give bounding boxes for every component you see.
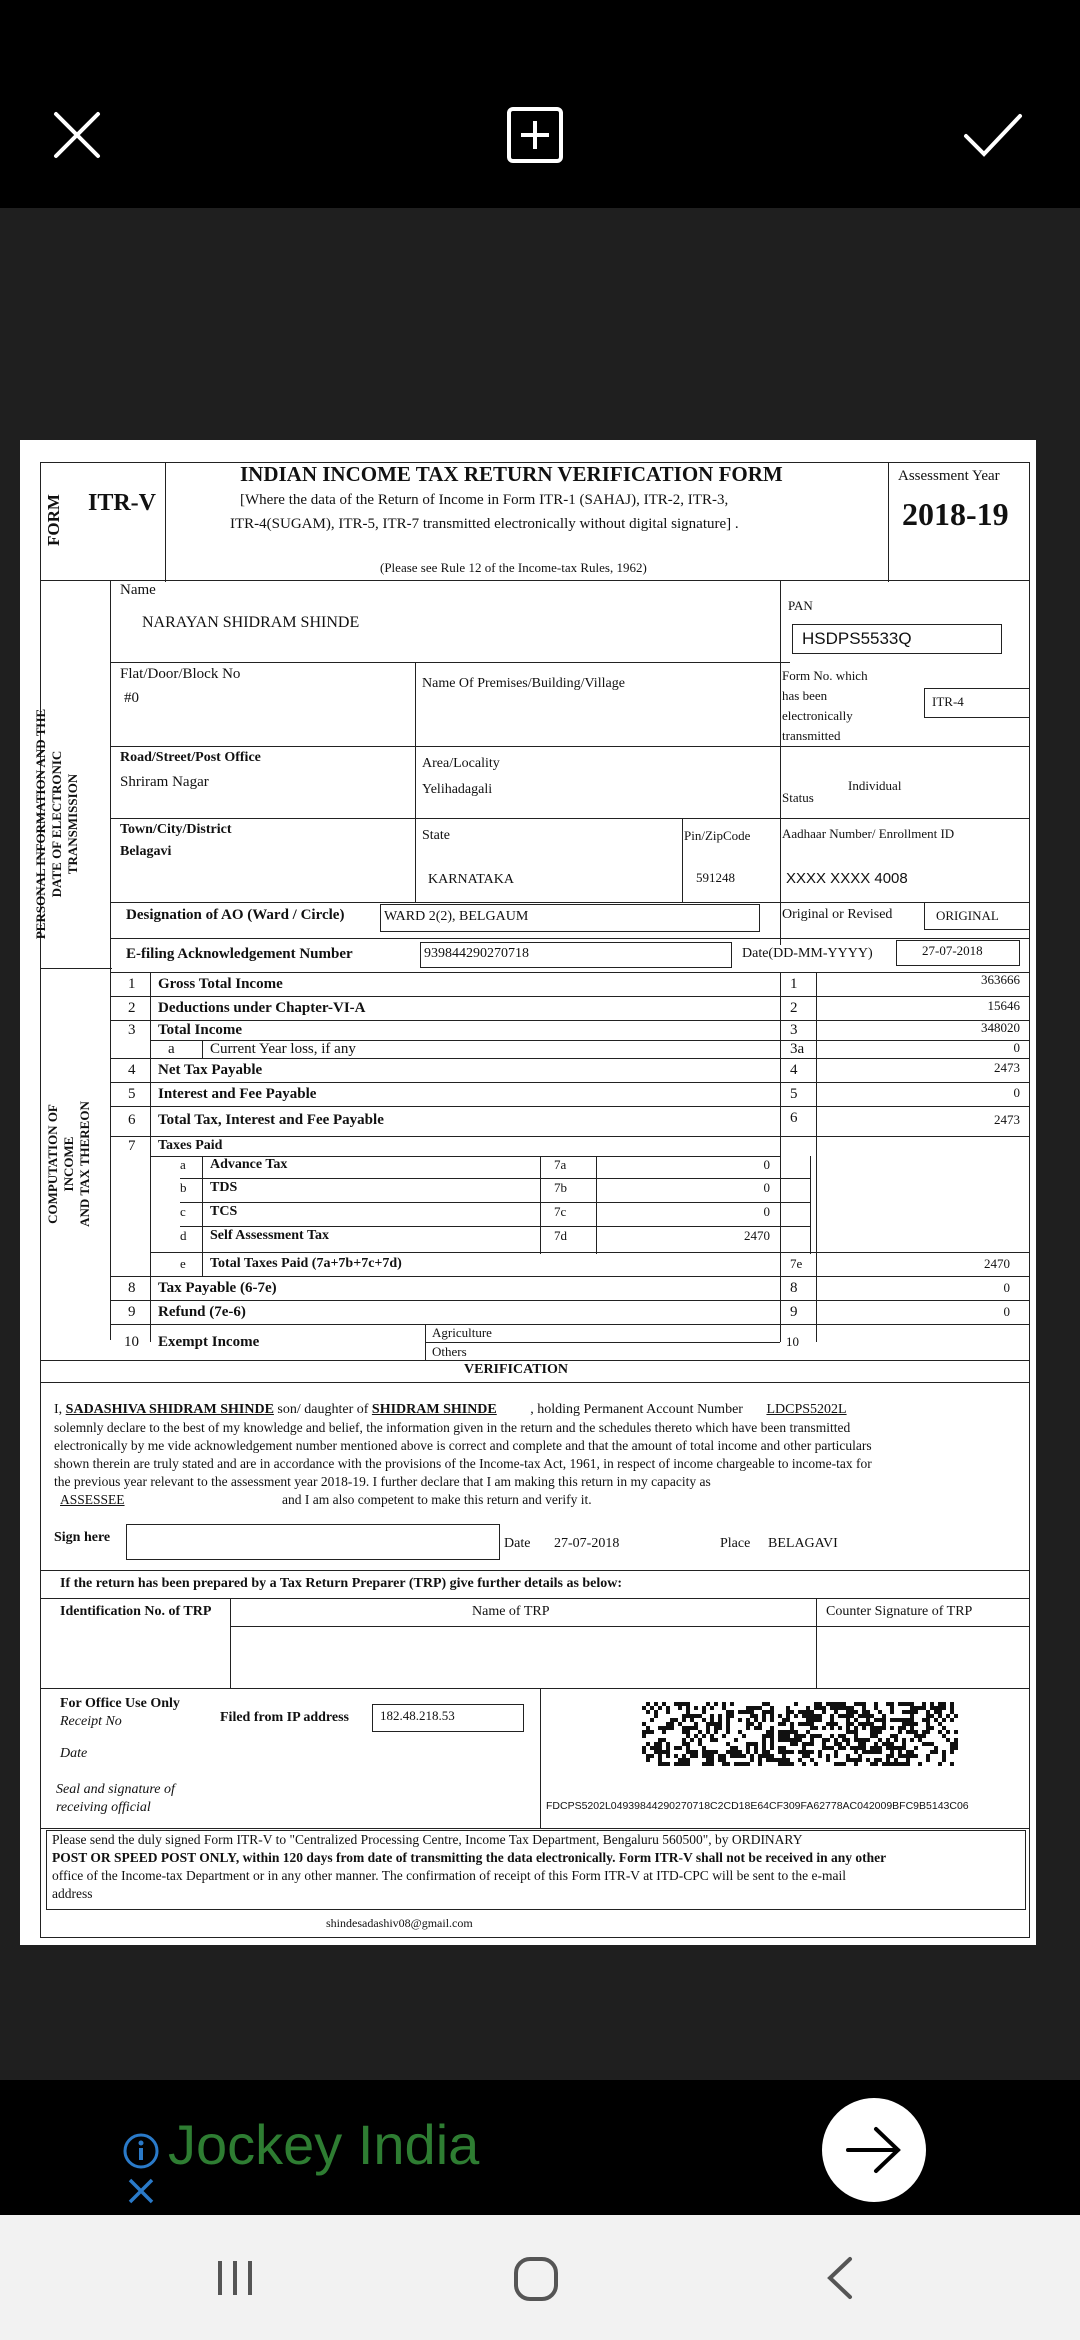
taxes-paid-total-value: 2470 bbox=[984, 1256, 1010, 1271]
footer-line-3: office of the Income-tax Department or in any other manner. The confirmation of receipt of this Form ITR-V at ITD-CPC will be sent to the e-mail bbox=[52, 1868, 847, 1883]
town-label: Town/City/District bbox=[120, 822, 232, 837]
aadhaar-label: Aadhaar Number/ Enrollment ID bbox=[782, 826, 955, 841]
area-value: Yelihadagali bbox=[422, 782, 493, 797]
side-label-personal-1: PERSONAL INFORMATION AND THE bbox=[33, 708, 48, 940]
taxes-paid-sub: d bbox=[180, 1228, 187, 1243]
taxes-paid-sub: b bbox=[180, 1180, 187, 1195]
ver-father: SHIDRAM SHINDE bbox=[371, 1402, 497, 1417]
form-title: INDIAN INCOME TAX RETURN VERIFICATION FORM bbox=[240, 462, 783, 486]
form-code: ITR-V bbox=[88, 490, 157, 516]
side-label-computation-1: COMPUTATION OF INCOME bbox=[45, 1104, 76, 1224]
taxes-paid-value: 2470 bbox=[744, 1228, 770, 1243]
comp-row-value: 0 bbox=[1013, 1085, 1020, 1100]
row-rule-2 bbox=[110, 746, 1030, 747]
comp-row-no: 3 bbox=[128, 1022, 136, 1038]
verification-line-6: and I am also competent to make this return and verify it. bbox=[282, 1492, 592, 1507]
footer-line-4: address bbox=[52, 1886, 93, 1901]
flat-value: #0 bbox=[124, 690, 139, 706]
verification-rule bbox=[40, 1382, 1030, 1383]
comp-row-label: Net Tax Payable bbox=[158, 1062, 263, 1078]
comp-row-label: Current Year loss, if any bbox=[210, 1041, 356, 1057]
side-section-rule bbox=[40, 968, 112, 969]
comp-row-no: 4 bbox=[128, 1062, 136, 1078]
office-rule-top bbox=[40, 1688, 1030, 1689]
comp-row-no: a bbox=[168, 1041, 175, 1057]
comp-rule bbox=[110, 1136, 1030, 1137]
aadhaar-value: XXXX XXXX 4008 bbox=[786, 870, 908, 887]
exempt-mid-rule bbox=[425, 1342, 780, 1343]
row-rule-1 bbox=[110, 662, 790, 663]
name-label: Name bbox=[120, 582, 156, 598]
back-icon[interactable] bbox=[818, 2255, 864, 2301]
taxes-paid-value: 0 bbox=[763, 1180, 770, 1195]
pin-value: 591248 bbox=[696, 870, 735, 885]
seal-label-1: Seal and signature of bbox=[56, 1782, 175, 1797]
form-side-label: FORM bbox=[43, 494, 63, 546]
ver-prefix: I, bbox=[54, 1402, 63, 1417]
assessment-year-label: Assessment Year bbox=[898, 468, 1000, 484]
barcode-text: FDCPS5202L04939844290270718C2CD18E64CF309FA62778AC042009BFC9B5143C06 bbox=[546, 1800, 969, 1812]
ver-relation: son/ daughter of bbox=[277, 1402, 369, 1417]
taxes-paid-label: Self Assessment Tax bbox=[210, 1228, 330, 1243]
trp-note: If the return has been prepared by a Tax Return Preparer (TRP) give further details as below: bbox=[60, 1576, 623, 1591]
state-value: KARNATAKA bbox=[428, 872, 514, 887]
comp-rule bbox=[110, 1324, 1030, 1325]
exempt-others-label: Others bbox=[432, 1344, 467, 1359]
comp-row-code: 3a bbox=[790, 1041, 805, 1057]
col-divider-mid bbox=[415, 662, 416, 902]
ad-banner[interactable] bbox=[0, 2080, 1080, 2215]
sign-label: Sign here bbox=[54, 1530, 111, 1545]
row-rule-3 bbox=[110, 818, 1030, 819]
comp-row-label: Refund (7e-6) bbox=[158, 1304, 246, 1320]
taxes-paid-sub: c bbox=[180, 1204, 186, 1219]
comp-rule bbox=[110, 1082, 1030, 1083]
form-subtitle-1: [Where the data of the Return of Income in Form ITR-1 (SAHAJ), ITR-2, ITR-3, bbox=[240, 492, 729, 508]
comp-sub-divider bbox=[202, 1040, 203, 1058]
taxes-paid-total-sub: e bbox=[180, 1256, 186, 1271]
taxes-paid-sub: a bbox=[180, 1157, 186, 1172]
sub-rule bbox=[180, 1202, 810, 1203]
comp-row-value: 363666 bbox=[981, 972, 1020, 987]
header-rule bbox=[40, 580, 1030, 581]
comp-row-value: 0 bbox=[1003, 1280, 1010, 1295]
footer-email: shindesadashiv08@gmail.com bbox=[326, 1916, 473, 1930]
row-rule-4 bbox=[110, 902, 1030, 903]
sub-rule bbox=[180, 1178, 810, 1179]
comp-row-value: 0 bbox=[1013, 1040, 1020, 1055]
row-rule-6 bbox=[110, 972, 1030, 973]
office-divider bbox=[540, 1688, 541, 1828]
ver-pan-text: , holding Permanent Account Number bbox=[530, 1402, 743, 1417]
barcode-image bbox=[642, 1702, 958, 1766]
exempt-agri-label: Agriculture bbox=[432, 1325, 492, 1340]
comp-row-label: Taxes Paid bbox=[158, 1138, 223, 1153]
premises-label: Name Of Premises/Building/Village bbox=[422, 676, 625, 691]
trp-col-1 bbox=[230, 1598, 231, 1688]
side-label-computation-2: AND TAX THEREON bbox=[77, 1101, 92, 1227]
formno-label-1: Form No. which bbox=[782, 668, 868, 683]
comp-row-code: 10 bbox=[786, 1334, 799, 1349]
side-label-personal-3: TRANSMISSION bbox=[65, 773, 80, 875]
state-label: State bbox=[422, 828, 450, 843]
taxes-paid-code: 7d bbox=[554, 1228, 567, 1243]
town-value: Belagavi bbox=[120, 844, 172, 859]
taxes-paid-code: 7a bbox=[554, 1157, 567, 1172]
filed-ip-value: 182.48.218.53 bbox=[380, 1708, 455, 1723]
comp-row-no: 10 bbox=[124, 1334, 139, 1350]
header-divider-right bbox=[888, 462, 889, 582]
comp-col-no bbox=[150, 972, 151, 1342]
top-toolbar bbox=[0, 0, 1080, 208]
comp-row-no: 9 bbox=[128, 1304, 136, 1320]
taxes-paid-code: 7c bbox=[554, 1204, 567, 1219]
comp-col-code-right bbox=[816, 972, 817, 1342]
footer-line-1: Please send the duly signed Form ITR-V to "Centralized Processing Centre, Income Tax Department, Bengaluru 560500", by ORDINARY bbox=[52, 1832, 803, 1847]
seal-label-2: receiving official bbox=[56, 1800, 151, 1815]
home-icon[interactable] bbox=[510, 2253, 562, 2305]
status-label: Status bbox=[782, 790, 814, 805]
info-icon[interactable] bbox=[122, 2132, 160, 2170]
comp-rule bbox=[110, 996, 1030, 997]
comp-row-no: 8 bbox=[128, 1280, 136, 1296]
comp-row-label: Interest and Fee Payable bbox=[158, 1086, 317, 1102]
orig-value: ORIGINAL bbox=[936, 908, 999, 923]
pan-value: HSDPS5533Q bbox=[802, 629, 912, 648]
comp-bottom-rule bbox=[40, 1360, 1030, 1361]
ver-capacity: ASSESSEE bbox=[60, 1492, 125, 1507]
comp-row-value: 348020 bbox=[981, 1020, 1020, 1035]
side-divider bbox=[110, 580, 111, 1340]
filed-ip-label: Filed from IP address bbox=[220, 1710, 349, 1725]
recents-icon[interactable] bbox=[212, 2255, 258, 2301]
trp-col-2 bbox=[816, 1598, 817, 1688]
verify-date-value: 27-07-2018 bbox=[554, 1536, 620, 1551]
add-icon[interactable] bbox=[500, 100, 570, 170]
arrow-right-icon[interactable] bbox=[822, 2098, 926, 2202]
orig-label: Original or Revised bbox=[782, 907, 893, 922]
office-title: For Office Use Only bbox=[60, 1696, 180, 1711]
sub-col-right bbox=[810, 1156, 811, 1254]
formno-value: ITR-4 bbox=[932, 694, 964, 709]
ad-close-icon[interactable] bbox=[122, 2172, 160, 2210]
sub-rule bbox=[150, 1252, 1030, 1253]
trp-rule-top bbox=[40, 1570, 1030, 1571]
comp-row-label: Exempt Income bbox=[158, 1334, 260, 1350]
comp-rule bbox=[110, 1058, 1030, 1059]
comp-row-no: 1 bbox=[128, 976, 136, 992]
form-subtitle-3: (Please see Rule 12 of the Income-tax Rules, 1962) bbox=[380, 560, 647, 575]
date-label: Date(DD-MM-YYYY) bbox=[742, 946, 873, 961]
ver-pan: LDCPS5202L bbox=[766, 1402, 847, 1417]
trp-rule-1 bbox=[40, 1598, 1030, 1599]
comp-rule bbox=[110, 1020, 1030, 1021]
row-rule-5 bbox=[110, 938, 1030, 939]
comp-row-no: 5 bbox=[128, 1086, 136, 1102]
formno-label-3: electronically bbox=[782, 708, 853, 723]
name-value: NARAYAN SHIDRAM SHINDE bbox=[142, 614, 360, 631]
comp-row-code: 9 bbox=[790, 1304, 798, 1320]
comp-row-code: 4 bbox=[790, 1062, 798, 1078]
verification-line-4: shown therein are truly stated and are in accordance with the provisions of the Income-tax Act, 1961, in respect of income chargeable to income-tax for bbox=[54, 1456, 872, 1471]
taxes-paid-value: 0 bbox=[763, 1204, 770, 1219]
pin-divider bbox=[682, 818, 683, 902]
taxes-paid-label: TCS bbox=[210, 1204, 238, 1219]
verification-line-1 bbox=[54, 1402, 847, 1418]
ad-text[interactable]: Jockey India bbox=[168, 2113, 480, 2176]
status-value: Individual bbox=[848, 778, 902, 793]
verification-line-2: solemnly declare to the best of my knowledge and belief, the information given in the return and the schedules thereto which have been transmitted bbox=[54, 1420, 851, 1435]
trp-rule-2 bbox=[230, 1626, 1030, 1627]
check-icon[interactable] bbox=[958, 100, 1028, 170]
road-value: Shriram Nagar bbox=[120, 774, 209, 790]
comp-row-code: 1 bbox=[790, 976, 798, 992]
header-divider-left bbox=[165, 462, 166, 582]
comp-col-code bbox=[780, 972, 781, 1342]
comp-row-value: 0 bbox=[1003, 1304, 1010, 1319]
comp-row-label: Tax Payable (6-7e) bbox=[158, 1280, 277, 1296]
comp-rule bbox=[110, 1106, 1030, 1107]
close-icon[interactable] bbox=[42, 100, 112, 170]
comp-row-label: Total Income bbox=[158, 1022, 243, 1038]
verification-line-3: electronically by me vide acknowledgement number mentioned above is correct and complete and that the amount of total income and other particulars bbox=[54, 1438, 872, 1453]
system-nav-bar bbox=[0, 2215, 1080, 2340]
comp-row-value: 2473 bbox=[994, 1112, 1020, 1127]
verification-heading: VERIFICATION bbox=[464, 1362, 568, 1377]
ack-value: 939844290270718 bbox=[424, 946, 529, 961]
comp-row-label: Deductions under Chapter-VI-A bbox=[158, 1000, 366, 1016]
formno-label-4: transmitted bbox=[782, 728, 841, 743]
formno-label-2: has been bbox=[782, 688, 828, 703]
taxes-paid-total-code: 7e bbox=[790, 1256, 803, 1271]
form-subtitle-2: ITR-4(SUGAM), ITR-5, ITR-7 transmitted electronically without digital signature] . bbox=[230, 516, 739, 532]
ao-value: WARD 2(2), BELGAUM bbox=[384, 909, 529, 924]
comp-row-no: 2 bbox=[128, 1000, 136, 1016]
comp-row-code: 3 bbox=[790, 1022, 798, 1038]
comp-row-code: 5 bbox=[790, 1086, 798, 1102]
footer-line-2: POST OR SPEED POST ONLY, within 120 days from date of transmitting the data electronically. Form ITR-V shall not be received in any other bbox=[52, 1850, 887, 1865]
comp-row-label: Gross Total Income bbox=[158, 976, 283, 992]
place-label: Place bbox=[720, 1536, 751, 1551]
pan-column-divider bbox=[780, 580, 781, 945]
comp-row-value: 15646 bbox=[987, 998, 1020, 1013]
receipt-no-label: Receipt No bbox=[60, 1714, 122, 1729]
comp-row-no: 7 bbox=[128, 1138, 136, 1154]
itr-v-document[interactable] bbox=[20, 440, 1036, 1945]
pan-label: PAN bbox=[788, 598, 813, 613]
area-label: Area/Locality bbox=[422, 756, 500, 771]
comp-row-no: 6 bbox=[128, 1112, 136, 1128]
sub-col-value bbox=[596, 1156, 597, 1254]
flat-label: Flat/Door/Block No bbox=[120, 666, 241, 682]
comp-row-value: 2473 bbox=[994, 1060, 1020, 1075]
trp-name-label: Name of TRP bbox=[472, 1604, 550, 1619]
taxes-paid-label: TDS bbox=[210, 1180, 238, 1195]
verify-date-label: Date bbox=[504, 1536, 531, 1551]
ao-label: Designation of AO (Ward / Circle) bbox=[126, 907, 345, 923]
comp-row-code: 8 bbox=[790, 1280, 798, 1296]
road-label: Road/Street/Post Office bbox=[120, 750, 261, 765]
side-label-personal bbox=[33, 699, 81, 949]
comp-rule bbox=[110, 1300, 1030, 1301]
sign-box[interactable] bbox=[126, 1524, 500, 1560]
sub-col-label bbox=[202, 1156, 203, 1276]
comp-row-code: 2 bbox=[790, 1000, 798, 1016]
trp-sign-label: Counter Signature of TRP bbox=[826, 1604, 973, 1619]
side-label-computation bbox=[45, 1079, 93, 1249]
taxes-paid-total-label: Total Taxes Paid (7a+7b+7c+7d) bbox=[210, 1256, 402, 1271]
ver-name: SADASHIVA SHIDRAM SHINDE bbox=[65, 1402, 274, 1417]
office-rule-bottom bbox=[40, 1828, 1030, 1829]
side-label-personal-2: DATE OF ELECTRONIC bbox=[49, 750, 64, 898]
verification-line-5: the previous year relevant to the assessment year 2018-19. I further declare that I am making this return in my capacity as bbox=[54, 1474, 711, 1489]
place-value: BELAGAVI bbox=[768, 1536, 838, 1551]
pin-label: Pin/ZipCode bbox=[684, 828, 751, 843]
office-date-label: Date bbox=[60, 1746, 88, 1761]
taxes-paid-value: 0 bbox=[763, 1157, 770, 1172]
comp-row-code: 6 bbox=[790, 1110, 798, 1126]
sub-rule bbox=[180, 1226, 810, 1227]
sub-col-code bbox=[540, 1156, 541, 1254]
taxes-paid-code: 7b bbox=[554, 1180, 567, 1195]
assessment-year-value: 2018-19 bbox=[902, 496, 1009, 532]
trp-id-label: Identification No. of TRP bbox=[60, 1604, 212, 1619]
date-value: 27-07-2018 bbox=[922, 943, 983, 958]
comp-rule bbox=[110, 1276, 1030, 1277]
comp-row-label: Total Tax, Interest and Fee Payable bbox=[158, 1112, 384, 1128]
taxes-paid-label: Advance Tax bbox=[210, 1157, 288, 1172]
ack-label: E-filing Acknowledgement Number bbox=[126, 946, 353, 962]
